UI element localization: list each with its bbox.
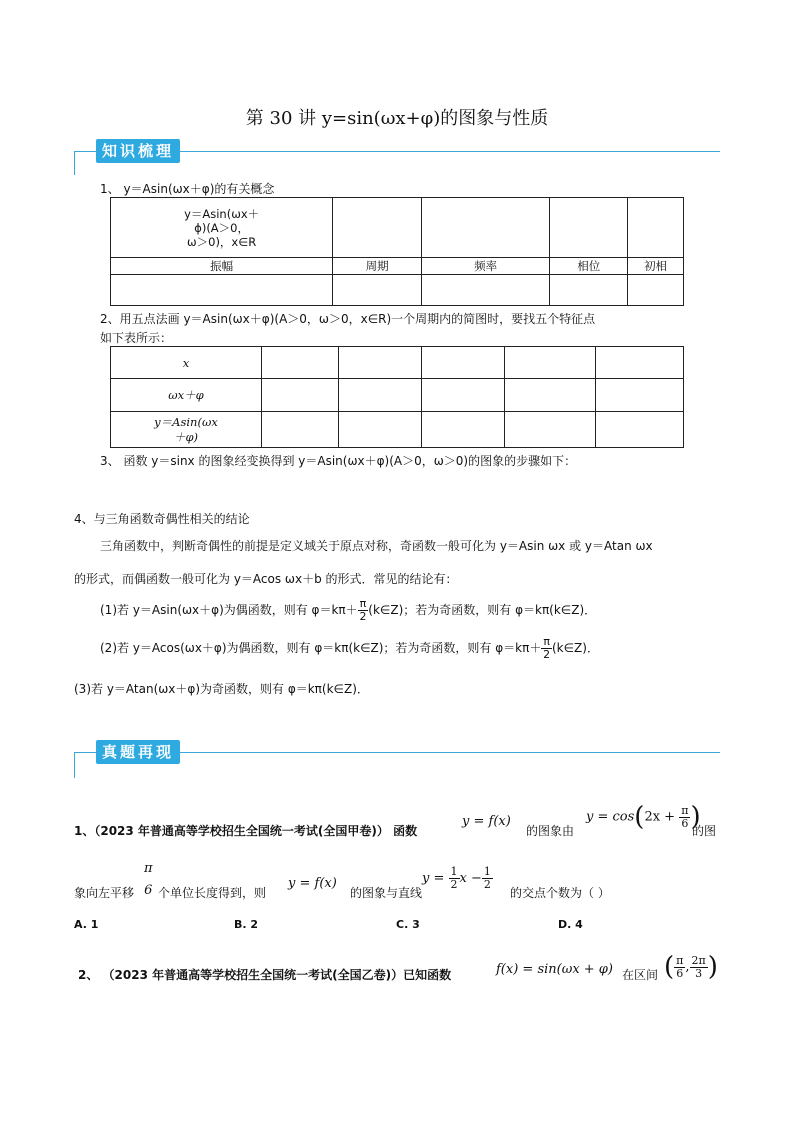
two-pi-over-3-fraction [690, 955, 708, 980]
item4-para1: 三角函数中，判断奇偶性的前提是定义域关于原点对称，奇函数一般可化为 y＝Asin ωx 或 y＝Atan ωx [100, 539, 653, 553]
line-y: y = [422, 871, 445, 886]
header-frequency: 频率 [421, 258, 550, 275]
blank-cell [262, 379, 339, 412]
section-badge-knowledge: 知识梳理 [96, 139, 180, 163]
blank-cell [333, 275, 422, 306]
frac-denominator: 2 [450, 878, 458, 891]
left-paren: ( [664, 952, 675, 982]
q1-line2-c: 的图象与直线 [350, 886, 423, 900]
cos-expression [586, 802, 701, 832]
q2-function: f(x) = sin(ωx + φ) [496, 962, 613, 977]
q2-mid: 在区间 [622, 968, 659, 982]
q1-line2-d: 的交点个数为（ ） [510, 886, 610, 900]
blank-cell [262, 412, 339, 448]
item2-line1: 2、用五点法画 y＝Asin(ωx＋φ)(A＞0，ω＞0，x∈R)一个周期内的简图时，要找五个特征点 [100, 312, 596, 326]
formula-line: ω＞0)，x∈R [187, 234, 257, 249]
frac-numerator: 1 [450, 865, 458, 878]
right-paren: ) [707, 952, 718, 982]
header-amplitude: 振幅 [111, 258, 333, 275]
formula-line: ϕ)(A＞0， [194, 220, 249, 235]
pi-over-6-fraction [679, 805, 690, 830]
header-initial-phase: 初相 [628, 258, 684, 275]
item4-para2: 的形式，而偶函数一般可化为 y＝Acos ωx＋b 的形式．常见的结论有： [74, 572, 458, 586]
row-label-y [111, 412, 262, 448]
question-1-line1 [74, 788, 734, 838]
blank-cell [550, 198, 628, 258]
line-equation [422, 866, 493, 891]
item2-line2: 如下表所示： [100, 331, 173, 345]
left-paren: ( [634, 802, 645, 832]
conclusion-2-a: (2)若 y＝Acos(ωx＋φ)为偶函数，则有 φ＝kπ(k∈Z)；若为奇函数，则有 φ＝kπ＋ [100, 641, 542, 655]
line-x-minus: x − [459, 871, 482, 886]
frac-numerator: π [681, 803, 689, 817]
blank-cell [422, 347, 505, 379]
frac-numerator: π [543, 635, 550, 648]
q1-fx2: y = f(x) [288, 876, 337, 891]
frac-denominator: 2 [543, 648, 551, 661]
blank-cell [339, 412, 422, 448]
frac-denominator: 6 [681, 816, 689, 830]
conclusion-1-b: (k∈Z)；若为奇函数，则有 φ＝kπ(k∈Z)． [368, 603, 597, 617]
item3-text: 3、 函数 y＝sinx 的图象经变换得到 y＝Asin(ωx＋φ)(A＞0，ω＞0)的图象的步骤如下： [100, 454, 577, 468]
half-fraction [449, 866, 460, 891]
question-1-line2 [74, 856, 734, 902]
frac-numerator: 2π [691, 953, 706, 967]
q2-prefix: 2、 （2023 年普通高等学校招生全国统一考试(全国乙卷)）已知函数 [78, 968, 452, 982]
right-paren: ) [690, 802, 701, 832]
section-marker [74, 752, 75, 778]
conclusion-2 [100, 636, 599, 661]
question-2 [78, 950, 738, 996]
page-title: 第 30 讲 y=sin(ωx+φ)的图象与性质 [245, 108, 549, 129]
conclusion-2-b: (k∈Z)． [551, 641, 599, 655]
row-label-y-line: ＋φ) [173, 429, 199, 444]
cos-label: y = cos [586, 809, 635, 825]
interval: ( $\frac{\pi}{6}$ , $\frac{2\pi}{3}$ ) [664, 952, 718, 982]
frac-denominator: 6 [676, 966, 684, 980]
q1-fx: y = f(x) [462, 814, 511, 829]
formula-cell [111, 198, 333, 258]
option-c: C. 3 [396, 918, 420, 931]
blank-cell [596, 412, 684, 448]
header-period: 周期 [333, 258, 422, 275]
option-d: D. 4 [558, 918, 583, 931]
five-point-table [110, 346, 684, 448]
blank-cell [550, 275, 628, 306]
pi-over-2-fraction [358, 598, 369, 623]
q1-line2-a: 象向左平移 [74, 886, 135, 900]
blank-cell [421, 275, 550, 306]
blank-cell [111, 275, 333, 306]
conclusion-1-a: (1)若 y＝Asin(ωx＋φ)为偶函数，则有 φ＝kπ＋ [100, 603, 358, 617]
q1-suffix1: 的图 [692, 824, 717, 838]
row-label-x: x [111, 347, 262, 379]
option-a: A. 1 [74, 918, 99, 931]
blank-cell [422, 412, 505, 448]
frac-denominator: 3 [695, 966, 703, 980]
header-phase: 相位 [550, 258, 628, 275]
frac-numerator: π [144, 861, 153, 876]
cos-inner: 2x + [644, 809, 676, 825]
row-label-phase: ωx＋φ [111, 379, 262, 412]
concept-table [110, 197, 684, 306]
blank-cell [505, 379, 596, 412]
pi-over-6-fraction [674, 955, 685, 980]
section-marker [74, 151, 75, 175]
blank-cell [628, 275, 684, 306]
item4-heading: 4、与三角函数奇偶性相关的结论 [74, 512, 250, 526]
blank-cell [339, 379, 422, 412]
q1-mid1: 的图象由 [526, 824, 575, 838]
blank-cell [333, 198, 422, 258]
frac-numerator: π [676, 953, 684, 967]
blank-cell [422, 379, 505, 412]
half-fraction [482, 866, 493, 891]
pi-over-2-fraction [541, 636, 552, 661]
formula-line: y＝Asin(ωx＋ [184, 206, 260, 221]
pi-over-6-fraction [144, 858, 153, 902]
section-badge-real-questions: 真题再现 [96, 740, 180, 764]
item1-heading: 1、 y＝Asin(ωx＋φ)的有关概念 [100, 182, 275, 196]
frac-numerator: π [359, 597, 367, 610]
blank-cell [596, 347, 684, 379]
q1-line2-b: 个单位长度得到，则 [158, 886, 267, 900]
blank-cell [628, 198, 684, 258]
blank-cell [505, 412, 596, 448]
blank-cell [262, 347, 339, 379]
blank-cell [596, 379, 684, 412]
frac-numerator: 1 [483, 865, 491, 878]
q1-prefix: 1、（2023 年普通高等学校招生全国统一考试(全国甲卷)） 函数 [74, 824, 418, 838]
frac-denominator: 6 [144, 883, 153, 898]
option-b: B. 2 [234, 918, 259, 931]
conclusion-3: (3)若 y＝Atan(ωx＋φ)为奇函数，则有 φ＝kπ(k∈Z)． [74, 682, 369, 696]
frac-denominator: 2 [359, 610, 367, 623]
row-label-y-line: y＝Asin(ωx [154, 414, 218, 429]
blank-cell [505, 347, 596, 379]
blank-cell [339, 347, 422, 379]
frac-denominator: 2 [483, 878, 491, 891]
blank-cell [421, 198, 550, 258]
conclusion-1 [100, 598, 596, 623]
